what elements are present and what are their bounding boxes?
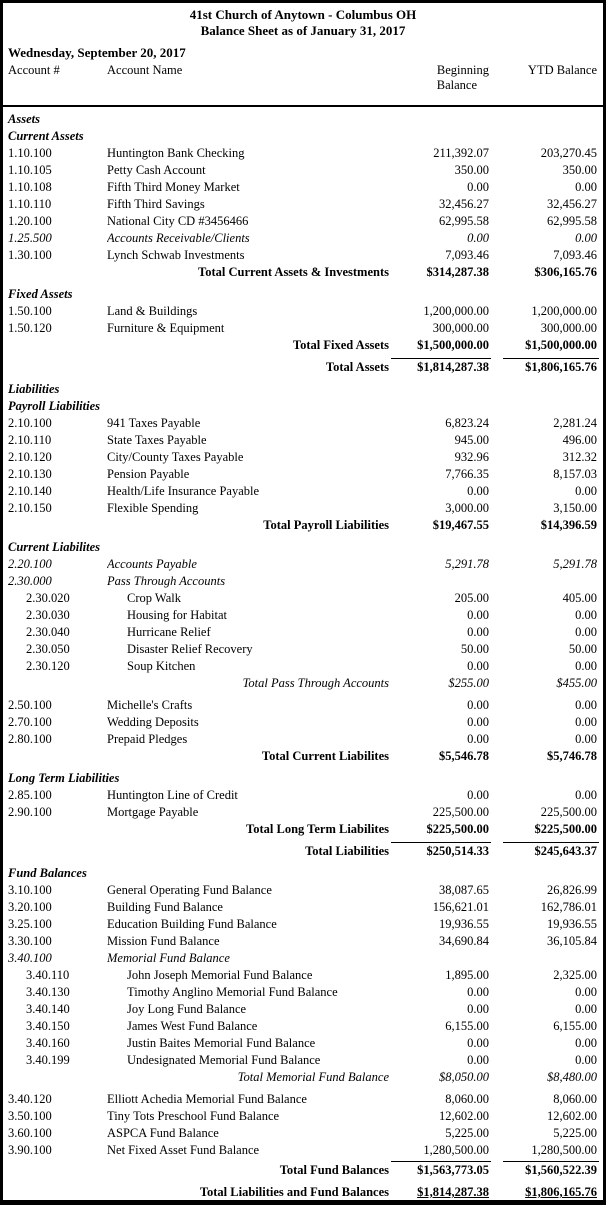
beginning-balance-value: 0.00: [467, 985, 489, 999]
account-row: [3, 715, 603, 732]
account-number: 2.10.110: [8, 433, 52, 447]
beginning-balance-value: $314,287.38: [426, 265, 489, 279]
ytd-balance-value: $245,643.37: [489, 844, 597, 859]
ytd-balance-value: 0.00: [575, 985, 597, 999]
beginning-balance-value: 3,000.00: [445, 501, 489, 515]
account-row: [3, 698, 603, 715]
account-row: [3, 1143, 603, 1160]
beginning-balance-value: 0.00: [467, 788, 489, 802]
ytd-balance-value: 312.32: [562, 450, 597, 464]
beginning-balance-value: 1,200,000.00: [423, 304, 489, 318]
beginning-balance-value: 1,895.00: [445, 968, 489, 982]
account-name: Huntington Bank Checking: [107, 146, 245, 160]
ytd-balance-value: $1,500,000.00: [525, 338, 597, 352]
beginning-balance-value: 19,936.55: [439, 917, 489, 931]
account-row: [3, 557, 603, 574]
ytd-balance-value: 0.00: [575, 484, 597, 498]
beginning-balance-value: 12,602.00: [439, 1109, 489, 1123]
account-name: State Taxes Payable: [107, 433, 207, 447]
account-number: 3.20.100: [8, 900, 52, 914]
total-label: Total Pass Through Accounts: [242, 676, 389, 690]
ytd-balance-value: 26,826.99: [547, 883, 597, 897]
ytd-balance-value: 0.00: [575, 715, 597, 729]
account-number: 2.30.000: [8, 574, 52, 588]
account-number: 1.10.105: [8, 163, 52, 177]
beginning-balance-value: $225,500.00: [426, 822, 489, 836]
account-name: Tiny Tots Preschool Fund Balance: [107, 1109, 280, 1123]
beginning-balance-value: 0.00: [467, 484, 489, 498]
beginning-balance-value: 0.00: [467, 625, 489, 639]
total-label: Total Memorial Fund Balance: [237, 1070, 389, 1084]
beginning-balance-value: 0.00: [467, 732, 489, 746]
account-number: 1.10.110: [8, 197, 52, 211]
account-number: 3.40.199: [26, 1053, 70, 1067]
account-number: 2.10.100: [8, 416, 52, 430]
account-name: Building Fund Balance: [107, 900, 223, 914]
account-number: 3.90.100: [8, 1143, 52, 1157]
ytd-balance-value: 0.00: [575, 732, 597, 746]
account-number: 3.40.110: [26, 968, 70, 982]
account-row: [3, 321, 603, 338]
total-row: [3, 1070, 603, 1087]
ytd-balance-value: 0.00: [575, 659, 597, 673]
ytd-balance-value: $306,165.76: [534, 265, 597, 279]
beginning-balance-value: 945.00: [454, 433, 489, 447]
account-name: James West Fund Balance: [127, 1019, 258, 1033]
account-name: Fifth Third Money Market: [107, 180, 240, 194]
account-name: Land & Buildings: [107, 304, 198, 318]
total-label: Total Assets: [325, 360, 389, 374]
ytd-balance-value: 162,786.01: [540, 900, 597, 914]
account-number: 2.70.100: [8, 715, 52, 729]
ytd-balance-value: 203,270.45: [540, 146, 597, 160]
ytd-balance-value: 300,000.00: [540, 321, 597, 335]
beginning-balance-value: 0.00: [467, 1002, 489, 1016]
beginning-balance-value: $1,500,000.00: [417, 338, 489, 352]
beginning-balance-value: 205.00: [454, 591, 489, 605]
ytd-balance-value: 1,280,500.00: [531, 1143, 597, 1157]
beginning-balance-value: 5,225.00: [445, 1126, 489, 1140]
section-label: Liabilities: [8, 382, 60, 396]
account-row: [3, 591, 603, 608]
account-number: 2.50.100: [8, 698, 52, 712]
account-number: 2.30.020: [26, 591, 70, 605]
beginning-balance-value: 8,060.00: [445, 1092, 489, 1106]
account-name: Fifth Third Savings: [107, 197, 205, 211]
account-row: [3, 146, 603, 163]
account-row: [3, 968, 603, 985]
beginning-balance-value: 1,280,500.00: [423, 1143, 489, 1157]
account-row: [3, 416, 603, 433]
account-name: Mission Fund Balance: [107, 934, 220, 948]
ytd-balance-value: 0.00: [575, 180, 597, 194]
account-name: National City CD #3456466: [107, 214, 249, 228]
ytd-balance-value: $1,560,522.39: [489, 1163, 597, 1178]
account-name: Prepaid Pledges: [107, 732, 188, 746]
section-header-row: [3, 287, 603, 304]
total-row: [3, 676, 603, 693]
beginning-balance-value: 0.00: [467, 1053, 489, 1067]
account-row: [3, 248, 603, 265]
account-row: [3, 574, 603, 591]
beginning-balance-value: $19,467.55: [432, 518, 489, 532]
account-name: Pass Through Accounts: [107, 574, 226, 588]
beginning-balance-value: $5,546.78: [439, 749, 489, 763]
ytd-balance-value: $1,806,165.76: [525, 1185, 597, 1199]
account-number: 3.40.140: [26, 1002, 70, 1016]
total-row: [3, 518, 603, 535]
account-number: 2.10.140: [8, 484, 52, 498]
account-name: Elliott Achedia Memorial Fund Balance: [107, 1092, 307, 1106]
beginning-balance-value: $250,514.33: [389, 844, 489, 859]
account-row: [3, 900, 603, 917]
beginning-balance-value: 6,155.00: [445, 1019, 489, 1033]
ytd-balance-value: 2,325.00: [553, 968, 597, 982]
ytd-balance-value: $14,396.59: [540, 518, 597, 532]
account-name: Lynch Schwab Investments: [107, 248, 245, 262]
total-row: [3, 338, 603, 355]
account-row: [3, 608, 603, 625]
ytd-balance-value: 0.00: [575, 1053, 597, 1067]
account-row: [3, 1053, 603, 1070]
account-row: [3, 1109, 603, 1126]
account-number: 3.40.150: [26, 1019, 70, 1033]
beginning-balance-value: 300,000.00: [432, 321, 489, 335]
section-label: Payroll Liabilities: [8, 399, 101, 413]
beginning-balance-value: $1,814,287.38: [389, 360, 489, 375]
total-row: [3, 265, 603, 282]
account-row: [3, 985, 603, 1002]
account-name: Soup Kitchen: [127, 659, 196, 673]
ytd-balance-value: $5,746.78: [547, 749, 597, 763]
ytd-balance-value: 3,150.00: [553, 501, 597, 515]
ytd-balance-value: $8,480.00: [547, 1070, 597, 1084]
account-name: General Operating Fund Balance: [107, 883, 272, 897]
account-name: Accounts Receivable/Clients: [107, 231, 250, 245]
account-row: [3, 659, 603, 676]
account-row: [3, 1019, 603, 1036]
account-number: 1.10.108: [8, 180, 52, 194]
section-header-row: [3, 866, 603, 883]
account-name: Accounts Payable: [107, 557, 197, 571]
account-number: 2.10.150: [8, 501, 52, 515]
total-label: Total Payroll Liabilities: [263, 518, 389, 532]
beginning-balance-value: $255.00: [448, 676, 489, 690]
total-row: [3, 844, 603, 861]
beginning-balance-value: $8,050.00: [439, 1070, 489, 1084]
section-label: Current Liabilites: [8, 540, 101, 554]
total-row: [3, 749, 603, 766]
beginning-balance-value: 5,291.78: [445, 557, 489, 571]
account-row: [3, 467, 603, 484]
beginning-balance-value: 0.00: [467, 180, 489, 194]
ytd-balance-value: 0.00: [575, 625, 597, 639]
header-divider: [3, 105, 603, 107]
ytd-balance-value: 405.00: [562, 591, 597, 605]
total-label: Total Current Assets & Investments: [198, 265, 389, 279]
account-row: [3, 433, 603, 450]
beginning-balance-value: 0.00: [467, 1036, 489, 1050]
ytd-balance-value: $225,500.00: [534, 822, 597, 836]
ytd-balance-value: 12,602.00: [547, 1109, 597, 1123]
account-row: [3, 1092, 603, 1109]
beginning-balance-value: 7,766.35: [445, 467, 489, 481]
account-row: [3, 484, 603, 501]
account-number: 2.30.050: [26, 642, 70, 656]
account-name: Michelle's Crafts: [107, 698, 193, 712]
ytd-balance-value: 5,225.00: [553, 1126, 597, 1140]
ytd-balance-value: 7,093.46: [553, 248, 597, 262]
account-row: [3, 231, 603, 248]
account-name: Disaster Relief Recovery: [127, 642, 253, 656]
account-row: [3, 450, 603, 467]
account-name: Education Building Fund Balance: [107, 917, 277, 931]
account-number: 2.30.030: [26, 608, 70, 622]
ytd-balance-value: 50.00: [568, 642, 597, 656]
account-name: Net Fixed Asset Fund Balance: [107, 1143, 260, 1157]
account-name: Timothy Anglino Memorial Fund Balance: [127, 985, 338, 999]
account-number: 2.10.120: [8, 450, 52, 464]
account-row: [3, 501, 603, 518]
ytd-balance-value: 1,200,000.00: [531, 304, 597, 318]
account-number: 2.80.100: [8, 732, 52, 746]
account-name: Furniture & Equipment: [107, 321, 225, 335]
ytd-balance-value: 0.00: [575, 608, 597, 622]
ytd-balance-value: $1,806,165.76: [489, 360, 597, 375]
section-label: Long Term Liabilities: [8, 771, 120, 785]
beginning-balance-value: 0.00: [467, 231, 489, 245]
account-name: Petty Cash Account: [107, 163, 206, 177]
total-label: Total Liabilities: [305, 844, 389, 858]
section-header-row: [3, 771, 603, 788]
account-row: [3, 883, 603, 900]
total-row: [3, 1163, 603, 1180]
account-row: [3, 180, 603, 197]
report-rows: [3, 112, 603, 1202]
account-name: Flexible Spending: [107, 501, 199, 515]
ytd-balance-value: 2,281.24: [553, 416, 597, 430]
account-name: Undesignated Memorial Fund Balance: [127, 1053, 321, 1067]
account-name: 941 Taxes Payable: [107, 416, 201, 430]
account-row: [3, 951, 603, 968]
section-label: Current Assets: [8, 129, 84, 143]
account-name: Justin Baites Memorial Fund Balance: [127, 1036, 316, 1050]
beginning-balance-value: 225,500.00: [432, 805, 489, 819]
account-number: 1.25.500: [8, 231, 52, 245]
total-row: [3, 822, 603, 839]
account-name: Crop Walk: [127, 591, 181, 605]
beginning-balance-value: 211,392.07: [433, 146, 489, 160]
account-number: 2.10.130: [8, 467, 52, 481]
ytd-balance-value: 5,291.78: [553, 557, 597, 571]
account-row: [3, 304, 603, 321]
ytd-balance-value: 19,936.55: [547, 917, 597, 931]
account-name: City/County Taxes Payable: [107, 450, 244, 464]
ytd-balance-value: 350.00: [562, 163, 597, 177]
account-number: 3.30.100: [8, 934, 52, 948]
account-number: 2.90.100: [8, 805, 52, 819]
section-header-row: [3, 112, 603, 129]
total-label: Total Liabilities and Fund Balances: [199, 1185, 389, 1199]
account-number: 3.40.120: [8, 1092, 52, 1106]
account-name: Huntington Line of Credit: [107, 788, 238, 802]
account-name: John Joseph Memorial Fund Balance: [127, 968, 313, 982]
ytd-balance-value: 8,060.00: [553, 1092, 597, 1106]
account-row: [3, 1126, 603, 1143]
beginning-balance-value: 6,823.24: [445, 416, 489, 430]
account-row: [3, 1002, 603, 1019]
beginning-balance-value: 156,621.01: [432, 900, 489, 914]
beginning-balance-value: $1,814,287.38: [417, 1185, 489, 1199]
total-row: [3, 360, 603, 377]
report-run-date: Wednesday, September 20, 2017: [8, 45, 186, 60]
section-header-row: [3, 382, 603, 399]
section-label: Fund Balances: [8, 866, 87, 880]
account-row: [3, 163, 603, 180]
account-name: Hurricane Relief: [127, 625, 211, 639]
total-label: Total Fixed Assets: [292, 338, 389, 352]
column-header-ytd-balance: YTD Balance: [527, 63, 597, 77]
account-number: 1.50.120: [8, 321, 52, 335]
section-header-row: [3, 399, 603, 416]
column-header-account-name: Account Name: [107, 63, 183, 77]
account-name: Wedding Deposits: [107, 715, 199, 729]
total-row: [3, 1185, 603, 1202]
beginning-balance-value: $1,563,773.05: [389, 1163, 489, 1178]
account-number: 3.40.160: [26, 1036, 70, 1050]
report-title: 41st Church of Anytown - Columbus OH: [189, 7, 417, 22]
account-row: [3, 934, 603, 951]
account-number: 3.40.100: [8, 951, 52, 965]
beginning-balance-value: 0.00: [467, 698, 489, 712]
ytd-balance-value: 6,155.00: [553, 1019, 597, 1033]
account-number: 3.25.100: [8, 917, 52, 931]
account-name: Mortgage Payable: [107, 805, 199, 819]
beginning-balance-value: 932.96: [454, 450, 489, 464]
account-number: 1.50.100: [8, 304, 52, 318]
account-number: 2.30.120: [26, 659, 70, 673]
account-name: Health/Life Insurance Payable: [107, 484, 260, 498]
account-number: 3.40.130: [26, 985, 70, 999]
account-name: Joy Long Fund Balance: [127, 1002, 247, 1016]
account-row: [3, 805, 603, 822]
account-name: ASPCA Fund Balance: [107, 1126, 219, 1140]
account-number: 2.85.100: [8, 788, 52, 802]
account-row: [3, 625, 603, 642]
beginning-balance-value: 0.00: [467, 715, 489, 729]
ytd-balance-value: 36,105.84: [547, 934, 597, 948]
section-header-row: [3, 129, 603, 146]
account-name: Pension Payable: [107, 467, 190, 481]
account-row: [3, 917, 603, 934]
ytd-balance-value: 0.00: [575, 698, 597, 712]
ytd-balance-value: 8,157.03: [553, 467, 597, 481]
ytd-balance-value: 32,456.27: [547, 197, 597, 211]
ytd-balance-value: 0.00: [575, 1036, 597, 1050]
ytd-balance-value: 0.00: [575, 1002, 597, 1016]
total-label: Total Fund Balances: [279, 1163, 389, 1177]
beginning-balance-value: 34,690.84: [439, 934, 489, 948]
account-name: Housing for Habitat: [127, 608, 227, 622]
account-number: 1.30.100: [8, 248, 52, 262]
account-row: [3, 1036, 603, 1053]
column-header-beginning-balance: Beginning Balance: [436, 63, 489, 92]
beginning-balance-value: 7,093.46: [445, 248, 489, 262]
account-row: [3, 642, 603, 659]
beginning-balance-value: 0.00: [467, 659, 489, 673]
account-number: 1.20.100: [8, 214, 52, 228]
ytd-balance-value: 496.00: [562, 433, 597, 447]
beginning-balance-value: 350.00: [454, 163, 489, 177]
beginning-balance-value: 0.00: [467, 608, 489, 622]
section-header-row: [3, 540, 603, 557]
section-label: Fixed Assets: [8, 287, 73, 301]
beginning-balance-value: 38,087.65: [439, 883, 489, 897]
section-label: Assets: [8, 112, 40, 126]
total-label: Total Long Term Liabilites: [246, 822, 389, 836]
column-headers: [3, 63, 603, 93]
ytd-balance-value: $455.00: [556, 676, 597, 690]
column-header-account-number: Account #: [8, 63, 60, 77]
account-number: 3.60.100: [8, 1126, 52, 1140]
account-number: 3.50.100: [8, 1109, 52, 1123]
ytd-balance-value: 225,500.00: [540, 805, 597, 819]
account-name: Memorial Fund Balance: [107, 951, 230, 965]
beginning-balance-value: 50.00: [460, 642, 489, 656]
beginning-balance-value: 62,995.58: [439, 214, 489, 228]
total-label: Total Current Liabilites: [261, 749, 389, 763]
account-number: 2.20.100: [8, 557, 52, 571]
report-subtitle: Balance Sheet as of January 31, 2017: [200, 23, 406, 38]
account-number: 1.10.100: [8, 146, 52, 160]
ytd-balance-value: 62,995.58: [547, 214, 597, 228]
ytd-balance-value: 0.00: [575, 231, 597, 245]
account-row: [3, 788, 603, 805]
beginning-balance-value: 32,456.27: [439, 197, 489, 211]
account-row: [3, 214, 603, 231]
account-number: 2.30.040: [26, 625, 70, 639]
account-row: [3, 732, 603, 749]
ytd-balance-value: 0.00: [575, 788, 597, 802]
account-row: [3, 197, 603, 214]
account-number: 3.10.100: [8, 883, 52, 897]
